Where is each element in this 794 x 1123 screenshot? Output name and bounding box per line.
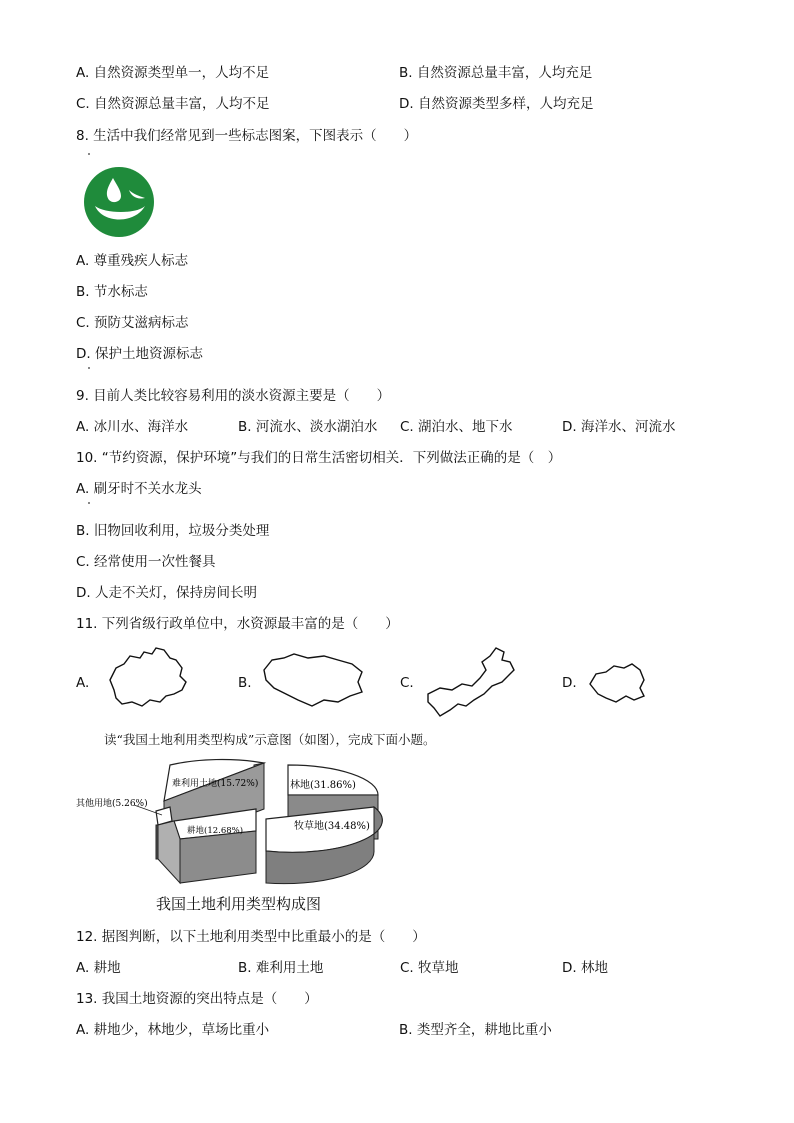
q13-option-b: B. 类型齐全，耕地比重小 [399,1022,552,1038]
q9-option-b: B. 河流水、淡水湖泊水 [238,419,378,435]
q8-option-c: C. 预防艾滋病标志 [76,315,189,331]
province-map-a-icon [104,644,192,710]
stray-mark [88,153,90,155]
stray-mark [88,367,90,369]
water-saving-logo-icon [83,166,155,238]
q7-option-c: C. 自然资源总量丰富，人均不足 [76,96,270,112]
q8-option-d: D. 保护土地资源标志 [76,346,203,362]
label-pasture: 牧草地(34.48%) [294,821,370,832]
province-map-d-icon [586,658,650,706]
label-cropland: 耕地(12.68%) [187,826,244,836]
q9-option-d: D. 海洋水、河流水 [562,419,676,435]
q12-option-b: B. 难利用土地 [238,960,324,976]
q11-option-c: C. [400,675,414,691]
label-other: 其他用地(5.26%) [76,799,148,809]
q10-option-d: D. 人走不关灯，保持房间长明 [76,585,257,601]
q11-option-d: D. [562,675,577,691]
q12-option-d: D. 林地 [562,960,608,976]
q7-option-d: D. 自然资源类型多样，人均充足 [399,96,594,112]
label-forest: 林地(31.86%) [290,780,356,791]
q8-stem: 8. 生活中我们经常见到一些标志图案，下图表示（ ） [76,128,418,144]
province-map-c-icon [424,644,524,720]
province-map-b-icon [258,650,368,710]
q11-option-a: A. [76,675,90,691]
q8-option-b: B. 节水标志 [76,284,148,300]
q10-option-b: B. 旧物回收利用，垃圾分类处理 [76,523,270,539]
q9-option-a: A. 冰川水、海洋水 [76,419,189,435]
q8-option-a: A. 尊重残疾人标志 [76,253,189,269]
label-unusable: 难利用土地(15.72%) [172,779,259,789]
stray-mark [88,502,90,504]
q10-option-a: A. 刷牙时不关水龙头 [76,481,202,497]
q7-option-a: A. 自然资源类型单一，人均不足 [76,65,270,81]
q9-stem: 9. 目前人类比较容易利用的淡水资源主要是（ ） [76,388,391,404]
q10-option-c: C. 经常使用一次性餐具 [76,554,216,570]
chart-title: 我国土地利用类型构成图 [156,895,322,913]
q13-option-a: A. 耕地少，林地少，草场比重小 [76,1022,270,1038]
q12-option-a: A. 耕地 [76,960,121,976]
q12-stem: 12. 据图判断，以下土地利用类型中比重最小的是（ ） [76,929,426,945]
land-use-pie-chart [70,755,390,895]
q11-option-b: B. [238,675,252,691]
q12-option-c: C. 牧草地 [400,960,459,976]
q13-stem: 13. 我国土地资源的突出特点是（ ） [76,991,318,1007]
q10-stem: 10. “节约资源，保护环境”与我们的日常生活密切相关．下列做法正确的是（ ） [76,450,562,466]
q7-option-b: B. 自然资源总量丰富，人均充足 [399,65,593,81]
chart-intro: 读“我国土地利用类型构成”示意图（如图），完成下面小题。 [104,732,436,747]
q11-stem: 11. 下列省级行政单位中，水资源最丰富的是（ ） [76,616,399,632]
q9-option-c: C. 湖泊水、地下水 [400,419,513,435]
